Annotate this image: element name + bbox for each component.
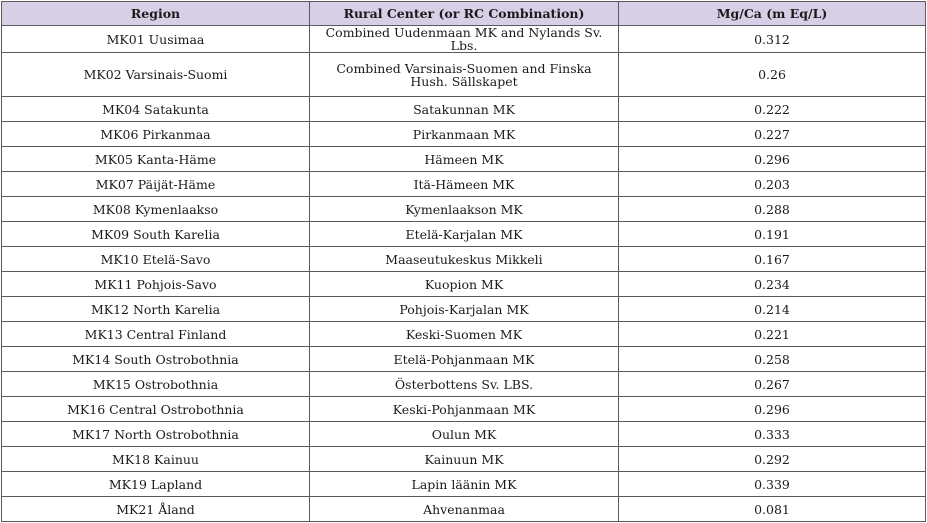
region-cell: MK17 North Ostrobothnia xyxy=(2,422,310,447)
mg-ca-cell: 0.081 xyxy=(619,497,926,522)
table-row xyxy=(2,122,926,147)
region-cell: MK19 Lapland xyxy=(2,472,310,497)
rural-center-cell: Satakunnan MK xyxy=(310,97,619,122)
table-row xyxy=(2,172,926,197)
rural-center-cell: Etelä-Pohjanmaan MK xyxy=(310,347,619,372)
region-cell: MK04 Satakunta xyxy=(2,97,310,122)
table-row xyxy=(2,26,926,53)
table-row xyxy=(2,397,926,422)
region-cell: MK11 Pohjois-Savo xyxy=(2,272,310,297)
region-cell: MK21 Åland xyxy=(2,497,310,522)
column-header-mg-ca: Mg/Ca (m Eq/L) xyxy=(619,2,926,26)
table-row xyxy=(2,497,926,522)
data-table xyxy=(1,1,926,522)
mg-ca-cell: 0.26 xyxy=(619,53,926,97)
region-cell: MK13 Central Finland xyxy=(2,322,310,347)
rural-center-cell: Österbottens Sv. LBS. xyxy=(310,372,619,397)
mg-ca-cell: 0.296 xyxy=(619,147,926,172)
rural-center-cell: Maaseutukeskus Mikkeli xyxy=(310,247,619,272)
rural-center-cell: Ahvenanmaa xyxy=(310,497,619,522)
mg-ca-cell: 0.288 xyxy=(619,197,926,222)
table-row xyxy=(2,247,926,272)
mg-ca-cell: 0.258 xyxy=(619,347,926,372)
mg-ca-cell: 0.167 xyxy=(619,247,926,272)
rural-center-cell: Combined Varsinais-Suomen and Finska Hush. Sällskapet xyxy=(310,53,619,97)
rural-center-cell: Kainuun MK xyxy=(310,447,619,472)
rural-center-cell: Keski-Pohjanmaan MK xyxy=(310,397,619,422)
table-row xyxy=(2,372,926,397)
region-cell: MK02 Varsinais-Suomi xyxy=(2,53,310,97)
mg-ca-cell: 0.221 xyxy=(619,322,926,347)
table-row xyxy=(2,347,926,372)
region-cell: MK12 North Karelia xyxy=(2,297,310,322)
mg-ca-cell: 0.296 xyxy=(619,397,926,422)
table-row xyxy=(2,322,926,347)
mg-ca-cell: 0.267 xyxy=(619,372,926,397)
region-cell: MK15 Ostrobothnia xyxy=(2,372,310,397)
table-row xyxy=(2,447,926,472)
table-row xyxy=(2,422,926,447)
region-cell: MK08 Kymenlaakso xyxy=(2,197,310,222)
mg-ca-cell: 0.191 xyxy=(619,222,926,247)
table-row xyxy=(2,472,926,497)
header-row xyxy=(2,2,926,26)
rural-center-cell: Combined Uudenmaan MK and Nylands Sv. Lbs. xyxy=(310,26,619,53)
table-row xyxy=(2,147,926,172)
mg-ca-cell: 0.203 xyxy=(619,172,926,197)
region-cell: MK06 Pirkanmaa xyxy=(2,122,310,147)
rural-center-cell: Kymenlaakson MK xyxy=(310,197,619,222)
rural-center-cell: Pirkanmaan MK xyxy=(310,122,619,147)
region-cell: MK10 Etelä-Savo xyxy=(2,247,310,272)
rural-center-cell: Kuopion MK xyxy=(310,272,619,297)
rural-center-cell: Itä-Hämeen MK xyxy=(310,172,619,197)
rural-center-cell: Oulun MK xyxy=(310,422,619,447)
mg-ca-cell: 0.292 xyxy=(619,447,926,472)
region-cell: MK07 Päijät-Häme xyxy=(2,172,310,197)
table-row xyxy=(2,53,926,97)
table-row xyxy=(2,272,926,297)
rural-center-cell: Lapin läänin MK xyxy=(310,472,619,497)
table-row xyxy=(2,222,926,247)
table-row xyxy=(2,97,926,122)
column-header-region: Region xyxy=(2,2,310,26)
region-cell: MK01 Uusimaa xyxy=(2,26,310,53)
region-cell: MK16 Central Ostrobothnia xyxy=(2,397,310,422)
table-header xyxy=(2,2,926,26)
region-cell: MK14 South Ostrobothnia xyxy=(2,347,310,372)
region-cell: MK05 Kanta-Häme xyxy=(2,147,310,172)
rural-center-cell: Etelä-Karjalan MK xyxy=(310,222,619,247)
rural-center-cell: Keski-Suomen MK xyxy=(310,322,619,347)
mg-ca-cell: 0.333 xyxy=(619,422,926,447)
region-cell: MK18 Kainuu xyxy=(2,447,310,472)
mg-ca-cell: 0.234 xyxy=(619,272,926,297)
region-cell: MK09 South Karelia xyxy=(2,222,310,247)
mg-ca-cell: 0.214 xyxy=(619,297,926,322)
column-header-rural-center: Rural Center (or RC Combination) xyxy=(310,2,619,26)
table-row xyxy=(2,197,926,222)
rural-center-cell: Hämeen MK xyxy=(310,147,619,172)
rural-center-cell: Pohjois-Karjalan MK xyxy=(310,297,619,322)
mg-ca-cell: 0.312 xyxy=(619,26,926,53)
mg-ca-cell: 0.339 xyxy=(619,472,926,497)
table-row xyxy=(2,297,926,322)
mg-ca-cell: 0.227 xyxy=(619,122,926,147)
table-container xyxy=(1,1,926,522)
mg-ca-cell: 0.222 xyxy=(619,97,926,122)
table-body xyxy=(2,26,926,522)
